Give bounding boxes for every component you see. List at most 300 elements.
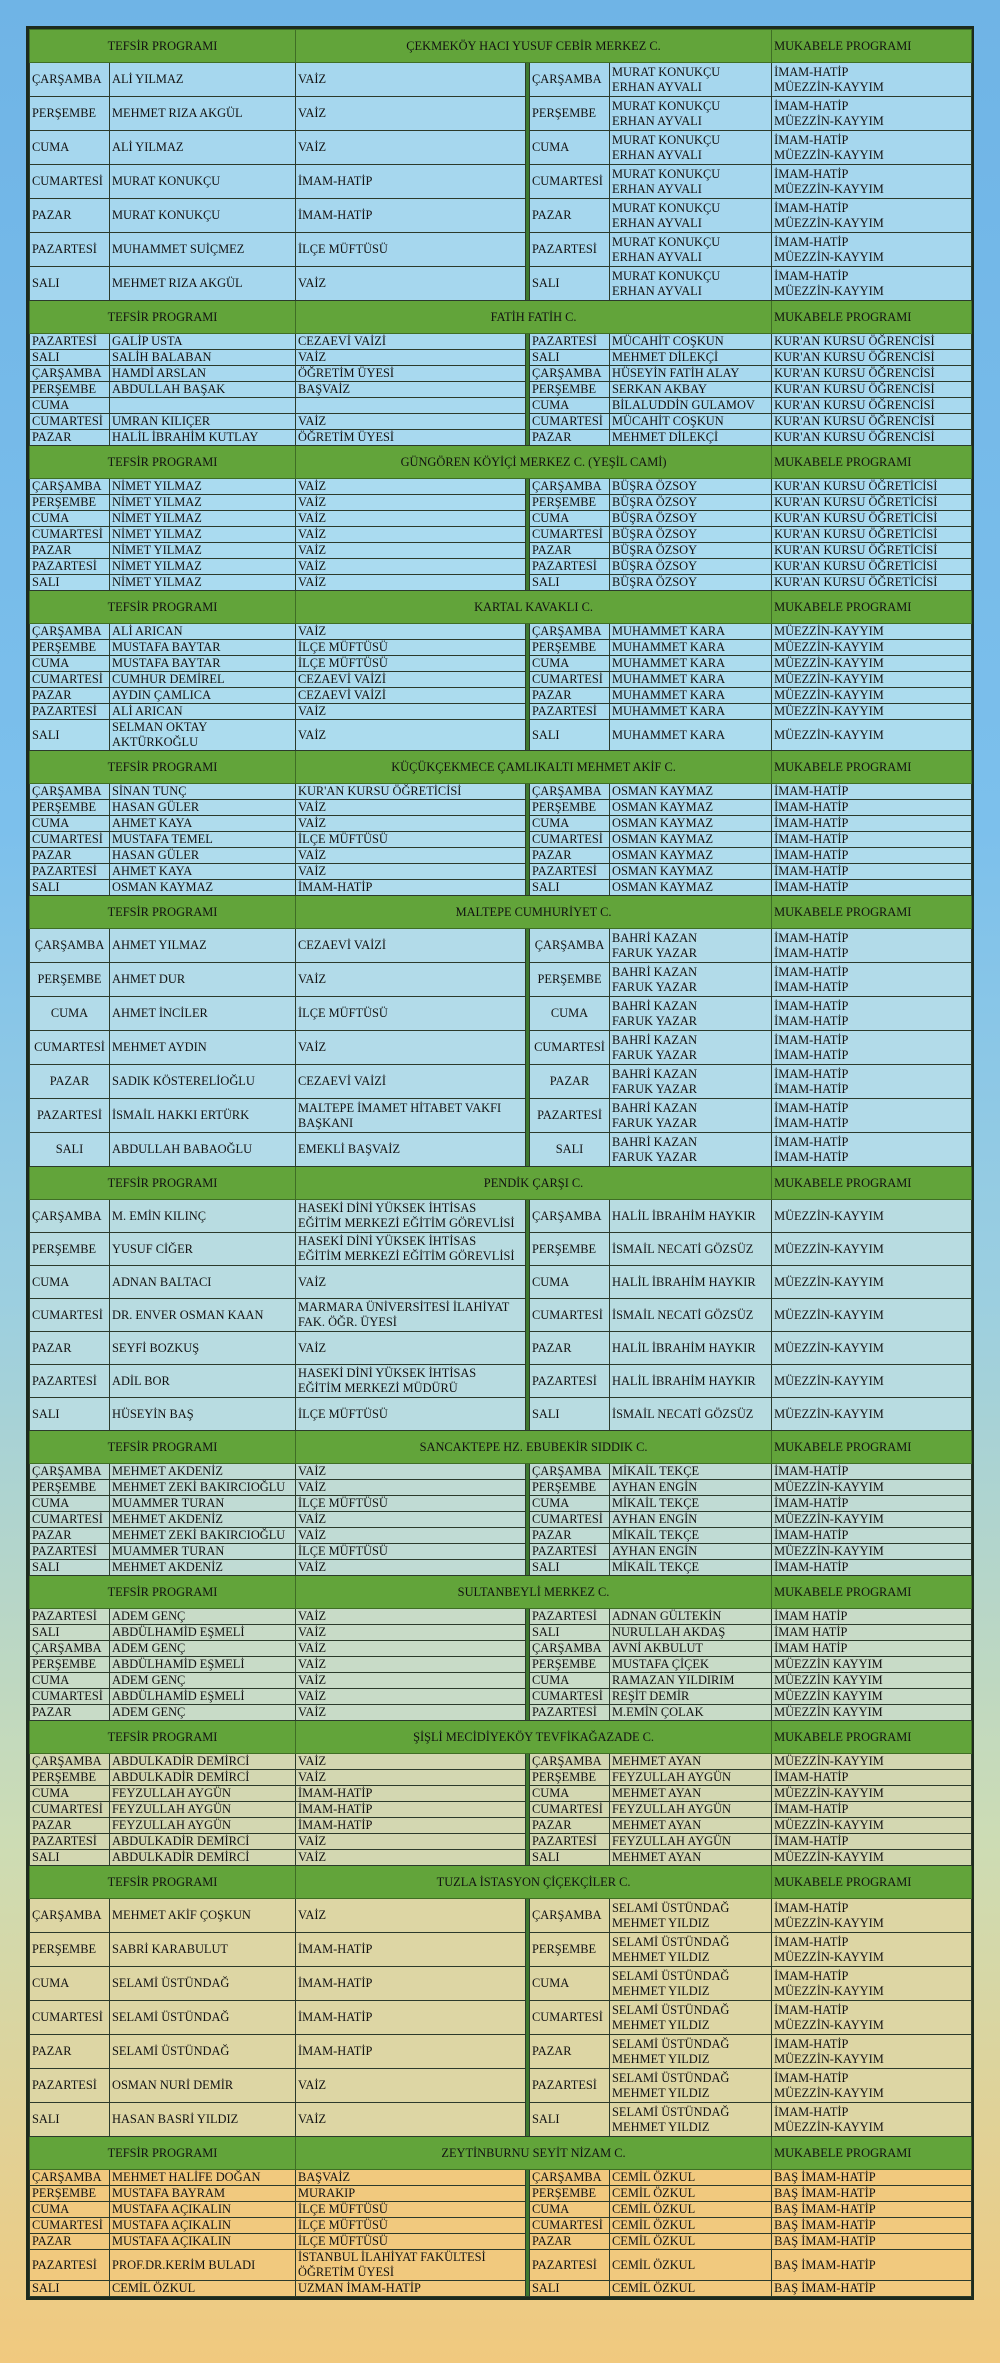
table-row bbox=[30, 1496, 972, 1512]
reciter-name: BÜŞRA ÖZSOY bbox=[610, 511, 772, 527]
table-row bbox=[30, 1512, 972, 1528]
mosque-title: ÇEKMEKÖY HACI YUSUF CEBİR MERKEZ C. bbox=[296, 30, 772, 63]
preacher-name: ALİ ARICAN bbox=[110, 624, 296, 640]
preacher-name: ALİ YILMAZ bbox=[110, 131, 296, 165]
mukabele-day: CUMA bbox=[530, 398, 610, 414]
mukabele-day: SALI bbox=[530, 2281, 610, 2297]
tefsir-day: CUMARTESİ bbox=[30, 414, 110, 430]
reciter-name: BÜŞRA ÖZSOY bbox=[610, 543, 772, 559]
preacher-name: DR. ENVER OSMAN KAAN bbox=[110, 1299, 296, 1332]
mosque-title: GÜNGÖREN KÖYİÇİ MERKEZ C. (YEŞİL CAMİ) bbox=[296, 446, 772, 479]
schedule-table bbox=[29, 29, 972, 2297]
reciter-title: İMAM-HATİP MÜEZZİN-KAYYIM bbox=[772, 131, 972, 165]
mukabele-day: PERŞEMBE bbox=[530, 1933, 610, 1967]
reciter-name: MİKAİL TEKÇE bbox=[610, 1496, 772, 1512]
reciter-title: KUR'AN KURSU ÖĞRETİCİSİ bbox=[772, 559, 972, 575]
reciter-name: MEHMET AYAN bbox=[610, 1786, 772, 1802]
tefsir-day: PAZAR bbox=[30, 1065, 110, 1099]
preacher-title: İLÇE MÜFTÜSÜ bbox=[296, 640, 526, 656]
preacher-name: MUSTAFA AÇIKALIN bbox=[110, 2234, 296, 2250]
table-row bbox=[30, 2103, 972, 2137]
table-row bbox=[30, 848, 972, 864]
reciter-name: SELAMİ ÜSTÜNDAĞ MEHMET YILDIZ bbox=[610, 1967, 772, 2001]
preacher-name: MUSTAFA BAYTAR bbox=[110, 640, 296, 656]
table-row bbox=[30, 199, 972, 233]
table-row bbox=[30, 543, 972, 559]
reciter-title: MÜEZZİN-KAYYIM bbox=[772, 672, 972, 688]
reciter-name: MUHAMMET KARA bbox=[610, 720, 772, 751]
tefsir-day: PAZAR bbox=[30, 543, 110, 559]
preacher-title: VAİZ bbox=[296, 97, 526, 131]
table-row bbox=[30, 2001, 972, 2035]
table-row bbox=[30, 800, 972, 816]
reciter-title: MÜEZZİN-KAYYIM bbox=[772, 1754, 972, 1770]
preacher-name: MEHMET ZEKİ BAKIRCIOĞLU bbox=[110, 1480, 296, 1496]
tefsir-day: ÇARŞAMBA bbox=[30, 1464, 110, 1480]
table-row bbox=[30, 864, 972, 880]
preacher-title: İLÇE MÜFTÜSÜ bbox=[296, 2202, 526, 2218]
preacher-title: MARMARA ÜNİVERSİTESİ İLAHİYAT FAK. ÖĞR. ÜYESİ bbox=[296, 1299, 526, 1332]
mukabele-day: CUMA bbox=[530, 816, 610, 832]
table-row bbox=[30, 1544, 972, 1560]
reciter-name: NURULLAH AKDAŞ bbox=[610, 1625, 772, 1641]
mukabele-day: PAZARTESİ bbox=[530, 2250, 610, 2281]
preacher-name: OSMAN NURİ DEMİR bbox=[110, 2069, 296, 2103]
reciter-title: İMAM-HATİP İMAM-HATİP bbox=[772, 1133, 972, 1167]
table-row bbox=[30, 334, 972, 350]
reciter-name: OSMAN KAYMAZ bbox=[610, 800, 772, 816]
table-row bbox=[30, 784, 972, 800]
mukabele-day: CUMARTESİ bbox=[530, 1031, 610, 1065]
tefsir-day: CUMARTESİ bbox=[30, 527, 110, 543]
reciter-name: MİKAİL TEKÇE bbox=[610, 1560, 772, 1576]
reciter-name: SELAMİ ÜSTÜNDAĞ MEHMET YILDIZ bbox=[610, 2001, 772, 2035]
reciter-name: CEMİL ÖZKUL bbox=[610, 2186, 772, 2202]
preacher-title: İSTANBUL İLAHİYAT FAKÜLTESİ ÖĞRETİM ÜYESİ bbox=[296, 2250, 526, 2281]
reciter-name: OSMAN KAYMAZ bbox=[610, 880, 772, 896]
preacher-title: VAİZ bbox=[296, 1560, 526, 1576]
reciter-name: OSMAN KAYMAZ bbox=[610, 864, 772, 880]
tefsir-header: TEFSİR PROGRAMI bbox=[30, 1576, 296, 1609]
preacher-title: VAİZ bbox=[296, 1641, 526, 1657]
table-row bbox=[30, 1834, 972, 1850]
preacher-title: CEZAEVİ VAİZİ bbox=[296, 1065, 526, 1099]
reciter-name: BAHRİ KAZAN FARUK YAZAR bbox=[610, 997, 772, 1031]
tefsir-day: PERŞEMBE bbox=[30, 2186, 110, 2202]
section-header bbox=[30, 1167, 972, 1200]
preacher-title: İLÇE MÜFTÜSÜ bbox=[296, 1398, 526, 1431]
table-row bbox=[30, 1609, 972, 1625]
reciter-title: MÜEZZİN KAYYIM bbox=[772, 1705, 972, 1721]
mukabele-day: CUMARTESİ bbox=[530, 1802, 610, 1818]
mukabele-day: CUMARTESİ bbox=[530, 414, 610, 430]
tefsir-day: CUMA bbox=[30, 1266, 110, 1299]
tefsir-header: TEFSİR PROGRAMI bbox=[30, 446, 296, 479]
preacher-title: İMAM-HATİP bbox=[296, 1786, 526, 1802]
mukabele-day: PAZAR bbox=[530, 688, 610, 704]
preacher-title: VAİZ bbox=[296, 2069, 526, 2103]
table-row bbox=[30, 1200, 972, 1233]
reciter-title: BAŞ İMAM-HATİP bbox=[772, 2202, 972, 2218]
preacher-name: HAMDİ ARSLAN bbox=[110, 366, 296, 382]
reciter-name: BAHRİ KAZAN FARUK YAZAR bbox=[610, 1031, 772, 1065]
reciter-title: KUR'AN KURSU ÖĞRETİCİSİ bbox=[772, 527, 972, 543]
table-row bbox=[30, 382, 972, 398]
tefsir-day: PERŞEMBE bbox=[30, 495, 110, 511]
tefsir-day: CUMA bbox=[30, 1496, 110, 1512]
preacher-title: İLÇE MÜFTÜSÜ bbox=[296, 832, 526, 848]
reciter-title: MÜEZZİN-KAYYIM bbox=[772, 1233, 972, 1266]
reciter-title: İMAM-HATİP MÜEZZİN-KAYYIM bbox=[772, 97, 972, 131]
tefsir-day: PAZAR bbox=[30, 1332, 110, 1365]
reciter-title: KUR'AN KURSU ÖĞRENCİSİ bbox=[772, 430, 972, 446]
mukabele-header: MUKABELE PROGRAMI bbox=[772, 1866, 972, 1899]
mukabele-day: CUMARTESİ bbox=[530, 527, 610, 543]
reciter-title: İMAM-HATİP MÜEZZİN-KAYYIM bbox=[772, 165, 972, 199]
tefsir-day: ÇARŞAMBA bbox=[30, 1899, 110, 1933]
section-header bbox=[30, 301, 972, 334]
preacher-title: VAİZ bbox=[296, 816, 526, 832]
tefsir-day: PERŞEMBE bbox=[30, 1657, 110, 1673]
reciter-name: MUHAMMET KARA bbox=[610, 672, 772, 688]
tefsir-day: SALI bbox=[30, 1398, 110, 1431]
preacher-title: CEZAEVİ VAİZİ bbox=[296, 929, 526, 963]
reciter-name: BİLALUDDİN GULAMOV bbox=[610, 398, 772, 414]
mukabele-day: ÇARŞAMBA bbox=[530, 1899, 610, 1933]
tefsir-day: PAZARTESİ bbox=[30, 559, 110, 575]
preacher-name: FEYZULLAH AYGÜN bbox=[110, 1786, 296, 1802]
reciter-title: İMAM-HATİP MÜEZZİN-KAYYIM bbox=[772, 233, 972, 267]
tefsir-day: PAZARTESİ bbox=[30, 864, 110, 880]
reciter-title: MÜEZZİN-KAYYIM bbox=[772, 1480, 972, 1496]
preacher-title: VAİZ bbox=[296, 527, 526, 543]
reciter-title: MÜEZZİN-KAYYIM bbox=[772, 1512, 972, 1528]
mukabele-day: CUMA bbox=[530, 2202, 610, 2218]
preacher-name: MUSTAFA AÇIKALIN bbox=[110, 2218, 296, 2234]
reciter-title: MÜEZZİN KAYYIM bbox=[772, 1673, 972, 1689]
reciter-title: İMAM-HATİP MÜEZZİN-KAYYIM bbox=[772, 1933, 972, 1967]
table-row bbox=[30, 1818, 972, 1834]
reciter-name: CEMİL ÖZKUL bbox=[610, 2250, 772, 2281]
reciter-title: İMAM-HATİP bbox=[772, 864, 972, 880]
reciter-name: MİKAİL TEKÇE bbox=[610, 1528, 772, 1544]
tefsir-day: CUMARTESİ bbox=[30, 832, 110, 848]
reciter-name: REŞİT DEMİR bbox=[610, 1689, 772, 1705]
tefsir-day: PAZAR bbox=[30, 2234, 110, 2250]
preacher-title: HASEKİ DİNİ YÜKSEK İHTİSAS EĞİTİM MERKEZİ MÜDÜRÜ bbox=[296, 1365, 526, 1398]
mukabele-day: CUMARTESİ bbox=[530, 832, 610, 848]
preacher-title: BAŞVAİZ bbox=[296, 2170, 526, 2186]
preacher-name: MUAMMER TURAN bbox=[110, 1496, 296, 1512]
tefsir-day: SALI bbox=[30, 1560, 110, 1576]
table-row bbox=[30, 640, 972, 656]
mukabele-header: MUKABELE PROGRAMI bbox=[772, 1576, 972, 1609]
preacher-name: ABDÜLHAMİD EŞMELİ bbox=[110, 1625, 296, 1641]
preacher-title: CEZAEVİ VAİZİ bbox=[296, 334, 526, 350]
reciter-title: BAŞ İMAM-HATİP bbox=[772, 2218, 972, 2234]
mukabele-day: CUMA bbox=[530, 1266, 610, 1299]
mukabele-day: PAZARTESİ bbox=[530, 864, 610, 880]
mukabele-header: MUKABELE PROGRAMI bbox=[772, 1167, 972, 1200]
reciter-title: MÜEZZİN-KAYYIM bbox=[772, 1850, 972, 1866]
table-row bbox=[30, 527, 972, 543]
table-row bbox=[30, 704, 972, 720]
reciter-title: MÜEZZİN KAYYIM bbox=[772, 1689, 972, 1705]
mosque-title: MALTEPE CUMHURİYET C. bbox=[296, 896, 772, 929]
preacher-title: ÖĞRETİM ÜYESİ bbox=[296, 366, 526, 382]
table-row bbox=[30, 97, 972, 131]
tefsir-day: CUMA bbox=[30, 398, 110, 414]
tefsir-day: ÇARŞAMBA bbox=[30, 624, 110, 640]
tefsir-day: ÇARŞAMBA bbox=[30, 63, 110, 97]
tefsir-day: SALI bbox=[30, 720, 110, 751]
reciter-title: KUR'AN KURSU ÖĞRETİCİSİ bbox=[772, 575, 972, 591]
table-row bbox=[30, 1031, 972, 1065]
tefsir-day: CUMARTESİ bbox=[30, 1512, 110, 1528]
mosque-title: TUZLA İSTASYON ÇİÇEKÇİLER C. bbox=[296, 1866, 772, 1899]
reciter-title: KUR'AN KURSU ÖĞRENCİSİ bbox=[772, 398, 972, 414]
reciter-name: BÜŞRA ÖZSOY bbox=[610, 527, 772, 543]
tefsir-day: CUMA bbox=[30, 1967, 110, 2001]
mukabele-day: CUMARTESİ bbox=[530, 1689, 610, 1705]
preacher-name: HÜSEYİN BAŞ bbox=[110, 1398, 296, 1431]
reciter-name: MUSTAFA ÇİÇEK bbox=[610, 1657, 772, 1673]
preacher-title: MURAKIP bbox=[296, 2186, 526, 2202]
reciter-name: HALİL İBRAHİM HAYKIR bbox=[610, 1266, 772, 1299]
mukabele-day: CUMARTESİ bbox=[530, 165, 610, 199]
preacher-title: VAİZ bbox=[296, 1673, 526, 1689]
preacher-name: HASAN GÜLER bbox=[110, 848, 296, 864]
reciter-name: ADNAN GÜLTEKİN bbox=[610, 1609, 772, 1625]
preacher-name: ABDULLAH BABAOĞLU bbox=[110, 1133, 296, 1167]
reciter-name: FEYZULLAH AYGÜN bbox=[610, 1834, 772, 1850]
preacher-name: ADEM GENÇ bbox=[110, 1705, 296, 1721]
tefsir-day: ÇARŞAMBA bbox=[30, 929, 110, 963]
section-header bbox=[30, 591, 972, 624]
reciter-name: SELAMİ ÜSTÜNDAĞ MEHMET YILDIZ bbox=[610, 1933, 772, 1967]
table-row bbox=[30, 1705, 972, 1721]
reciter-name: BÜŞRA ÖZSOY bbox=[610, 559, 772, 575]
table-row bbox=[30, 688, 972, 704]
preacher-name: MUSTAFA BAYTAR bbox=[110, 656, 296, 672]
reciter-name: OSMAN KAYMAZ bbox=[610, 832, 772, 848]
mukabele-day: CUMA bbox=[530, 656, 610, 672]
reciter-title: İMAM-HATİP İMAM-HATİP bbox=[772, 929, 972, 963]
preacher-title bbox=[296, 398, 526, 414]
reciter-title: MÜEZZİN KAYYIM bbox=[772, 1657, 972, 1673]
tefsir-header: TEFSİR PROGRAMI bbox=[30, 751, 296, 784]
mukabele-day: SALI bbox=[530, 267, 610, 301]
section-header bbox=[30, 1866, 972, 1899]
preacher-name: HASAN GÜLER bbox=[110, 800, 296, 816]
mukabele-day: CUMARTESİ bbox=[530, 1512, 610, 1528]
tefsir-day: SALI bbox=[30, 1133, 110, 1167]
reciter-title: MÜEZZİN-KAYYIM bbox=[772, 640, 972, 656]
preacher-title: VAİZ bbox=[296, 864, 526, 880]
table-row bbox=[30, 495, 972, 511]
tefsir-header: TEFSİR PROGRAMI bbox=[30, 1167, 296, 1200]
reciter-name: BÜŞRA ÖZSOY bbox=[610, 575, 772, 591]
table-row bbox=[30, 832, 972, 848]
table-row bbox=[30, 2069, 972, 2103]
mukabele-day: CUMA bbox=[530, 997, 610, 1031]
reciter-name: RAMAZAN YILDIRIM bbox=[610, 1673, 772, 1689]
tefsir-day: ÇARŞAMBA bbox=[30, 1754, 110, 1770]
tefsir-day: PERŞEMBE bbox=[30, 1933, 110, 1967]
table-row bbox=[30, 1480, 972, 1496]
mukabele-day: PERŞEMBE bbox=[530, 800, 610, 816]
mukabele-day: SALI bbox=[530, 1560, 610, 1576]
mukabele-day: SALI bbox=[530, 575, 610, 591]
table-row bbox=[30, 366, 972, 382]
tefsir-day: CUMARTESİ bbox=[30, 1689, 110, 1705]
table-row bbox=[30, 816, 972, 832]
preacher-title: İLÇE MÜFTÜSÜ bbox=[296, 1496, 526, 1512]
mukabele-day: PAZARTESİ bbox=[530, 334, 610, 350]
reciter-name: MURAT KONUKÇU ERHAN AYVALI bbox=[610, 131, 772, 165]
reciter-title: KUR'AN KURSU ÖĞRENCİSİ bbox=[772, 334, 972, 350]
reciter-title: KUR'AN KURSU ÖĞRENCİSİ bbox=[772, 366, 972, 382]
reciter-title: İMAM-HATİP bbox=[772, 1770, 972, 1786]
preacher-title: VAİZ bbox=[296, 1834, 526, 1850]
mosque-title: ZEYTİNBURNU SEYİT NİZAM C. bbox=[296, 2137, 772, 2170]
table-row bbox=[30, 559, 972, 575]
table-row bbox=[30, 267, 972, 301]
table-row bbox=[30, 511, 972, 527]
tefsir-day: CUMARTESİ bbox=[30, 165, 110, 199]
preacher-title: VAİZ bbox=[296, 543, 526, 559]
mukabele-header: MUKABELE PROGRAMI bbox=[772, 446, 972, 479]
reciter-name: AYHAN ENGİN bbox=[610, 1480, 772, 1496]
tefsir-header: TEFSİR PROGRAMI bbox=[30, 301, 296, 334]
preacher-title: İMAM-HATİP bbox=[296, 1967, 526, 2001]
preacher-name: NİMET YILMAZ bbox=[110, 543, 296, 559]
preacher-title: İMAM-HATİP bbox=[296, 2035, 526, 2069]
preacher-name: OSMAN KAYMAZ bbox=[110, 880, 296, 896]
mukabele-day: PERŞEMBE bbox=[530, 97, 610, 131]
reciter-title: MÜEZZİN-KAYYIM bbox=[772, 1299, 972, 1332]
mukabele-day: CUMA bbox=[530, 131, 610, 165]
section-header bbox=[30, 2137, 972, 2170]
preacher-title: VAİZ bbox=[296, 963, 526, 997]
reciter-name: HALİL İBRAHİM HAYKIR bbox=[610, 1332, 772, 1365]
table-row bbox=[30, 479, 972, 495]
preacher-name: MUSTAFA AÇIKALIN bbox=[110, 2202, 296, 2218]
tefsir-day: PAZARTESİ bbox=[30, 1099, 110, 1133]
mukabele-day: ÇARŞAMBA bbox=[530, 784, 610, 800]
tefsir-day: PAZAR bbox=[30, 430, 110, 446]
tefsir-day: PAZAR bbox=[30, 688, 110, 704]
reciter-name: FEYZULLAH AYGÜN bbox=[610, 1802, 772, 1818]
tefsir-day: SALI bbox=[30, 1850, 110, 1866]
preacher-name: ABDULKADİR DEMİRCİ bbox=[110, 1850, 296, 1866]
mukabele-day: ÇARŞAMBA bbox=[530, 1754, 610, 1770]
mukabele-day: SALI bbox=[530, 350, 610, 366]
preacher-title: VAİZ bbox=[296, 1770, 526, 1786]
table-row bbox=[30, 2202, 972, 2218]
reciter-name: CEMİL ÖZKUL bbox=[610, 2202, 772, 2218]
mosque-title: KARTAL KAVAKLI C. bbox=[296, 591, 772, 624]
preacher-title: VAİZ bbox=[296, 624, 526, 640]
reciter-name: MURAT KONUKÇU ERHAN AYVALI bbox=[610, 97, 772, 131]
reciter-title: İMAM-HATİP İMAM-HATİP bbox=[772, 1099, 972, 1133]
reciter-title: İMAM-HATİP bbox=[772, 1802, 972, 1818]
tefsir-day: PAZARTESİ bbox=[30, 2069, 110, 2103]
reciter-name: İSMAİL NECATİ GÖZSÜZ bbox=[610, 1398, 772, 1431]
section-header bbox=[30, 446, 972, 479]
tefsir-day: PAZAR bbox=[30, 1705, 110, 1721]
tefsir-day: PAZARTESİ bbox=[30, 334, 110, 350]
preacher-title: VAİZ bbox=[296, 479, 526, 495]
reciter-title: MÜEZZİN-KAYYIM bbox=[772, 720, 972, 751]
table-row bbox=[30, 1802, 972, 1818]
mukabele-day: SALI bbox=[530, 880, 610, 896]
reciter-title: İMAM-HATİP İMAM-HATİP bbox=[772, 1031, 972, 1065]
mukabele-day: ÇARŞAMBA bbox=[530, 366, 610, 382]
preacher-name: UMRAN KILIÇER bbox=[110, 414, 296, 430]
tefsir-header: TEFSİR PROGRAMI bbox=[30, 1721, 296, 1754]
table-row bbox=[30, 1365, 972, 1398]
preacher-name: NİMET YILMAZ bbox=[110, 495, 296, 511]
preacher-name: YUSUF CİĞER bbox=[110, 1233, 296, 1266]
reciter-title: İMAM-HATİP İMAM-HATİP bbox=[772, 997, 972, 1031]
mukabele-header: MUKABELE PROGRAMI bbox=[772, 591, 972, 624]
tefsir-header: TEFSİR PROGRAMI bbox=[30, 2137, 296, 2170]
mukabele-day: PAZARTESİ bbox=[530, 2069, 610, 2103]
preacher-name: ALİ ARICAN bbox=[110, 704, 296, 720]
mukabele-day: PAZARTESİ bbox=[530, 1099, 610, 1133]
reciter-name: OSMAN KAYMAZ bbox=[610, 784, 772, 800]
mukabele-day: PAZARTESİ bbox=[530, 1705, 610, 1721]
mukabele-day: PERŞEMBE bbox=[530, 963, 610, 997]
tefsir-header: TEFSİR PROGRAMI bbox=[30, 591, 296, 624]
mukabele-day: ÇARŞAMBA bbox=[530, 1641, 610, 1657]
reciter-name: FEYZULLAH AYGÜN bbox=[610, 1770, 772, 1786]
preacher-name: SALİH BALABAN bbox=[110, 350, 296, 366]
preacher-name: ABDULLAH BAŞAK bbox=[110, 382, 296, 398]
preacher-name: ADEM GENÇ bbox=[110, 1641, 296, 1657]
table-row bbox=[30, 1560, 972, 1576]
preacher-title: İMAM-HATİP bbox=[296, 2001, 526, 2035]
tefsir-day: ÇARŞAMBA bbox=[30, 1641, 110, 1657]
preacher-name: MEHMET AYDIN bbox=[110, 1031, 296, 1065]
tefsir-day: PAZARTESİ bbox=[30, 233, 110, 267]
tefsir-day: SALI bbox=[30, 575, 110, 591]
mukabele-day: ÇARŞAMBA bbox=[530, 63, 610, 97]
mukabele-day: ÇARŞAMBA bbox=[530, 1464, 610, 1480]
mukabele-day: PAZARTESİ bbox=[530, 1365, 610, 1398]
tefsir-day: CUMA bbox=[30, 997, 110, 1031]
reciter-title: BAŞ İMAM-HATİP bbox=[772, 2170, 972, 2186]
preacher-title: İLÇE MÜFTÜSÜ bbox=[296, 233, 526, 267]
mukabele-day: ÇARŞAMBA bbox=[530, 624, 610, 640]
preacher-title: ÖĞRETİM ÜYESİ bbox=[296, 430, 526, 446]
table-row bbox=[30, 2281, 972, 2297]
mukabele-day: SALI bbox=[530, 1398, 610, 1431]
table-row bbox=[30, 1754, 972, 1770]
mukabele-header: MUKABELE PROGRAMI bbox=[772, 2137, 972, 2170]
tefsir-day: ÇARŞAMBA bbox=[30, 2170, 110, 2186]
reciter-name: MURAT KONUKÇU ERHAN AYVALI bbox=[610, 165, 772, 199]
tefsir-day: PAZAR bbox=[30, 848, 110, 864]
table-row bbox=[30, 1099, 972, 1133]
reciter-name: SELAMİ ÜSTÜNDAĞ MEHMET YILDIZ bbox=[610, 2069, 772, 2103]
reciter-name: MİKAİL TEKÇE bbox=[610, 1464, 772, 1480]
mukabele-day: CUMARTESİ bbox=[530, 2218, 610, 2234]
mukabele-header: MUKABELE PROGRAMI bbox=[772, 30, 972, 63]
reciter-name: BAHRİ KAZAN FARUK YAZAR bbox=[610, 929, 772, 963]
table-row bbox=[30, 1528, 972, 1544]
